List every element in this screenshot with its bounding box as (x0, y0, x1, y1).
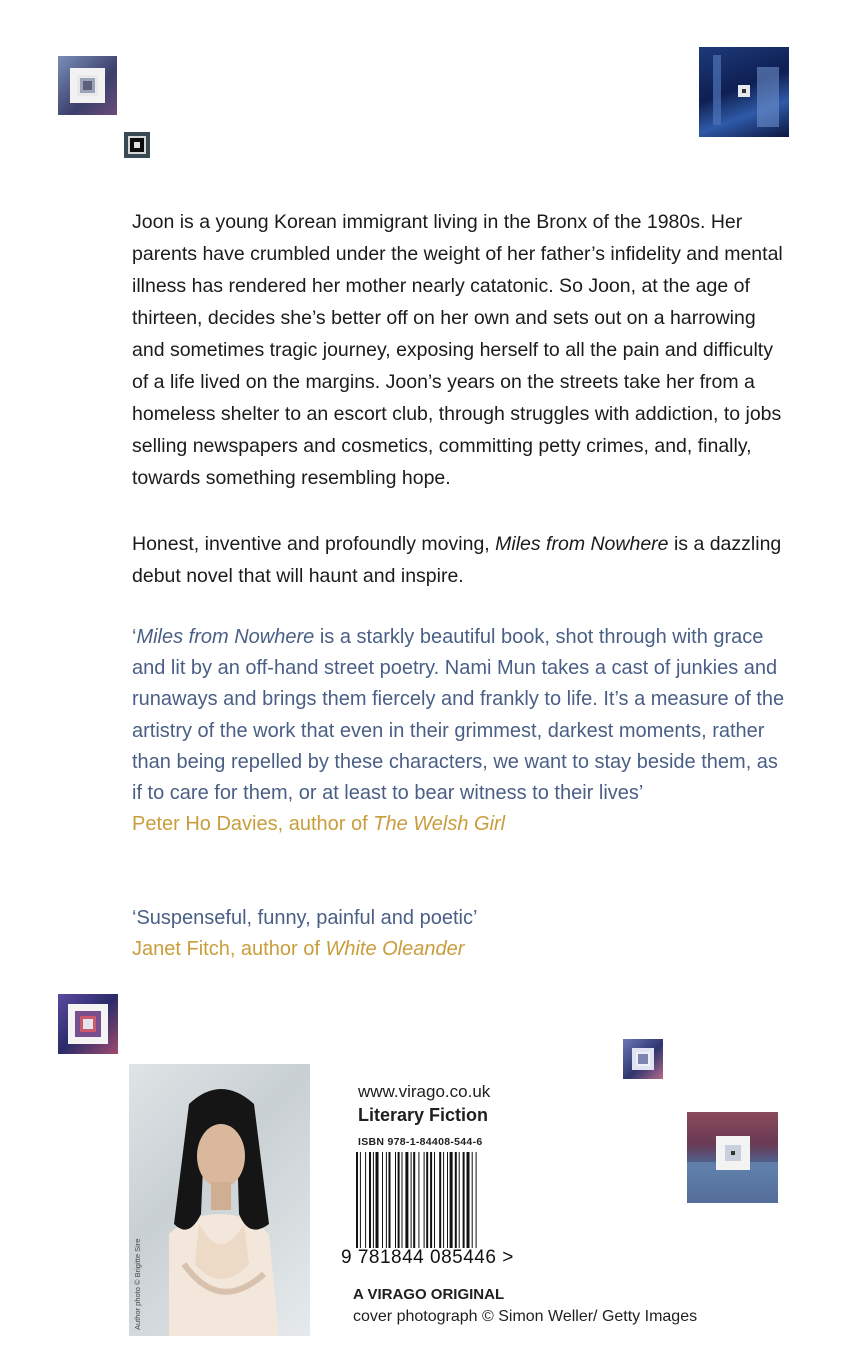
website: www.virago.co.uk (358, 1082, 491, 1101)
barcode-bar (376, 1152, 379, 1248)
barcode-bar (439, 1152, 441, 1248)
review-quote (132, 622, 792, 840)
attribution-book-title: The Welsh Girl (373, 813, 506, 836)
barcode-bar (413, 1152, 415, 1248)
barcode-bar (459, 1152, 460, 1248)
barcode-bar (424, 1152, 425, 1248)
barcode-bar (447, 1152, 448, 1248)
barcode (356, 1152, 516, 1252)
decorative-tile (623, 1039, 663, 1079)
barcode-bar (426, 1152, 428, 1248)
barcode-bar (455, 1152, 457, 1248)
barcode-bar (402, 1152, 403, 1248)
category: Literary Fiction (358, 1105, 489, 1125)
barcode-bar (467, 1152, 470, 1248)
barcode-bar (405, 1152, 408, 1248)
blurb-text: Honest, inventive and profoundly moving, (132, 533, 496, 555)
barcode-bar (365, 1152, 366, 1248)
barcode-bar (430, 1152, 432, 1248)
book-title: Miles from Nowhere (495, 533, 669, 555)
attribution-book-title: White Oleander (325, 938, 465, 961)
author-photo (129, 1064, 310, 1336)
barcode-bar (411, 1152, 412, 1248)
barcode-bar (463, 1152, 465, 1248)
barcode-bars (356, 1152, 477, 1248)
quote-open-mark: ‘ (132, 626, 137, 648)
barcode-bar (395, 1152, 396, 1248)
decorative-tile (124, 132, 150, 158)
barcode-bar (373, 1152, 374, 1248)
barcode-bar (389, 1152, 391, 1248)
barcode-bar (443, 1152, 444, 1248)
decorative-tile (699, 47, 789, 137)
photo-credit: Author photo © Brigitte Sire (133, 1238, 142, 1330)
decorative-tile (58, 56, 117, 115)
barcode-bar (418, 1152, 419, 1248)
cover-credit: cover photograph © Simon Weller/ Getty Images (353, 1308, 698, 1325)
barcode-bar (382, 1152, 383, 1248)
decorative-tile (687, 1112, 778, 1203)
barcode-bar (476, 1152, 477, 1248)
imprint: A VIRAGO ORIGINAL (353, 1286, 505, 1303)
barcode-bar (472, 1152, 473, 1248)
barcode-bar (356, 1152, 358, 1248)
barcode-bar (386, 1152, 387, 1248)
barcode-bar (369, 1152, 371, 1248)
blurb-closing-paragraph (132, 528, 792, 592)
quote-text: ‘Suspenseful, funny, painful and poetic’ (132, 907, 478, 929)
barcode-bar (434, 1152, 435, 1248)
blurb-text: is a dazzling debut novel that will haunt and inspire. (132, 533, 782, 587)
blurb-paragraph: Joon is a young Korean immigrant living in the Bronx of the 1980s. Her parents have crumbled under the weight of her father’s infidelity and mental illness has rendered her mother nearly catatonic. So Joon, at the age of thirteen, decides she’s better off on her own and sets out on a harrowing and sometimes tragic journey, exposing herself to all the pain and difficulty of a life lived on the margins. Joon’s years on the streets take her from a homeless shelter to an escort club, through struggles with addiction, to jobs selling newspapers and cosmetics, committing petty crimes, and, finally, towards something resembling hope. (132, 211, 783, 489)
quote-text: is a starkly beautiful book, shot through with grace and lit by an off-hand street poetry. Nami Mun takes a cast of junkies and runaways and brings them fiercely and frankly to life. It’s a measure of the artistry of the work that even in their grimmest, darkest moments, rather than being repelled by these characters, we want to stay beside them, as if to care for them, or at least to bear witness to their lives’ (132, 626, 785, 805)
quote-attribution: Janet Fitch, author of White Oleander (132, 938, 465, 961)
book-title: Miles from Nowhere (136, 626, 315, 648)
review-quote (132, 903, 792, 965)
barcode-bar (450, 1152, 453, 1248)
decorative-tile (58, 994, 118, 1054)
quote-attribution: Peter Ho Davies, author of The Welsh Girl (132, 813, 506, 836)
barcode-bar (360, 1152, 361, 1248)
author-portrait (129, 1064, 310, 1336)
isbn: ISBN 978-1-84408-544-6 (358, 1136, 483, 1148)
barcode-bar (398, 1152, 400, 1248)
barcode-digits: 9 781844 085446 > (341, 1247, 514, 1268)
